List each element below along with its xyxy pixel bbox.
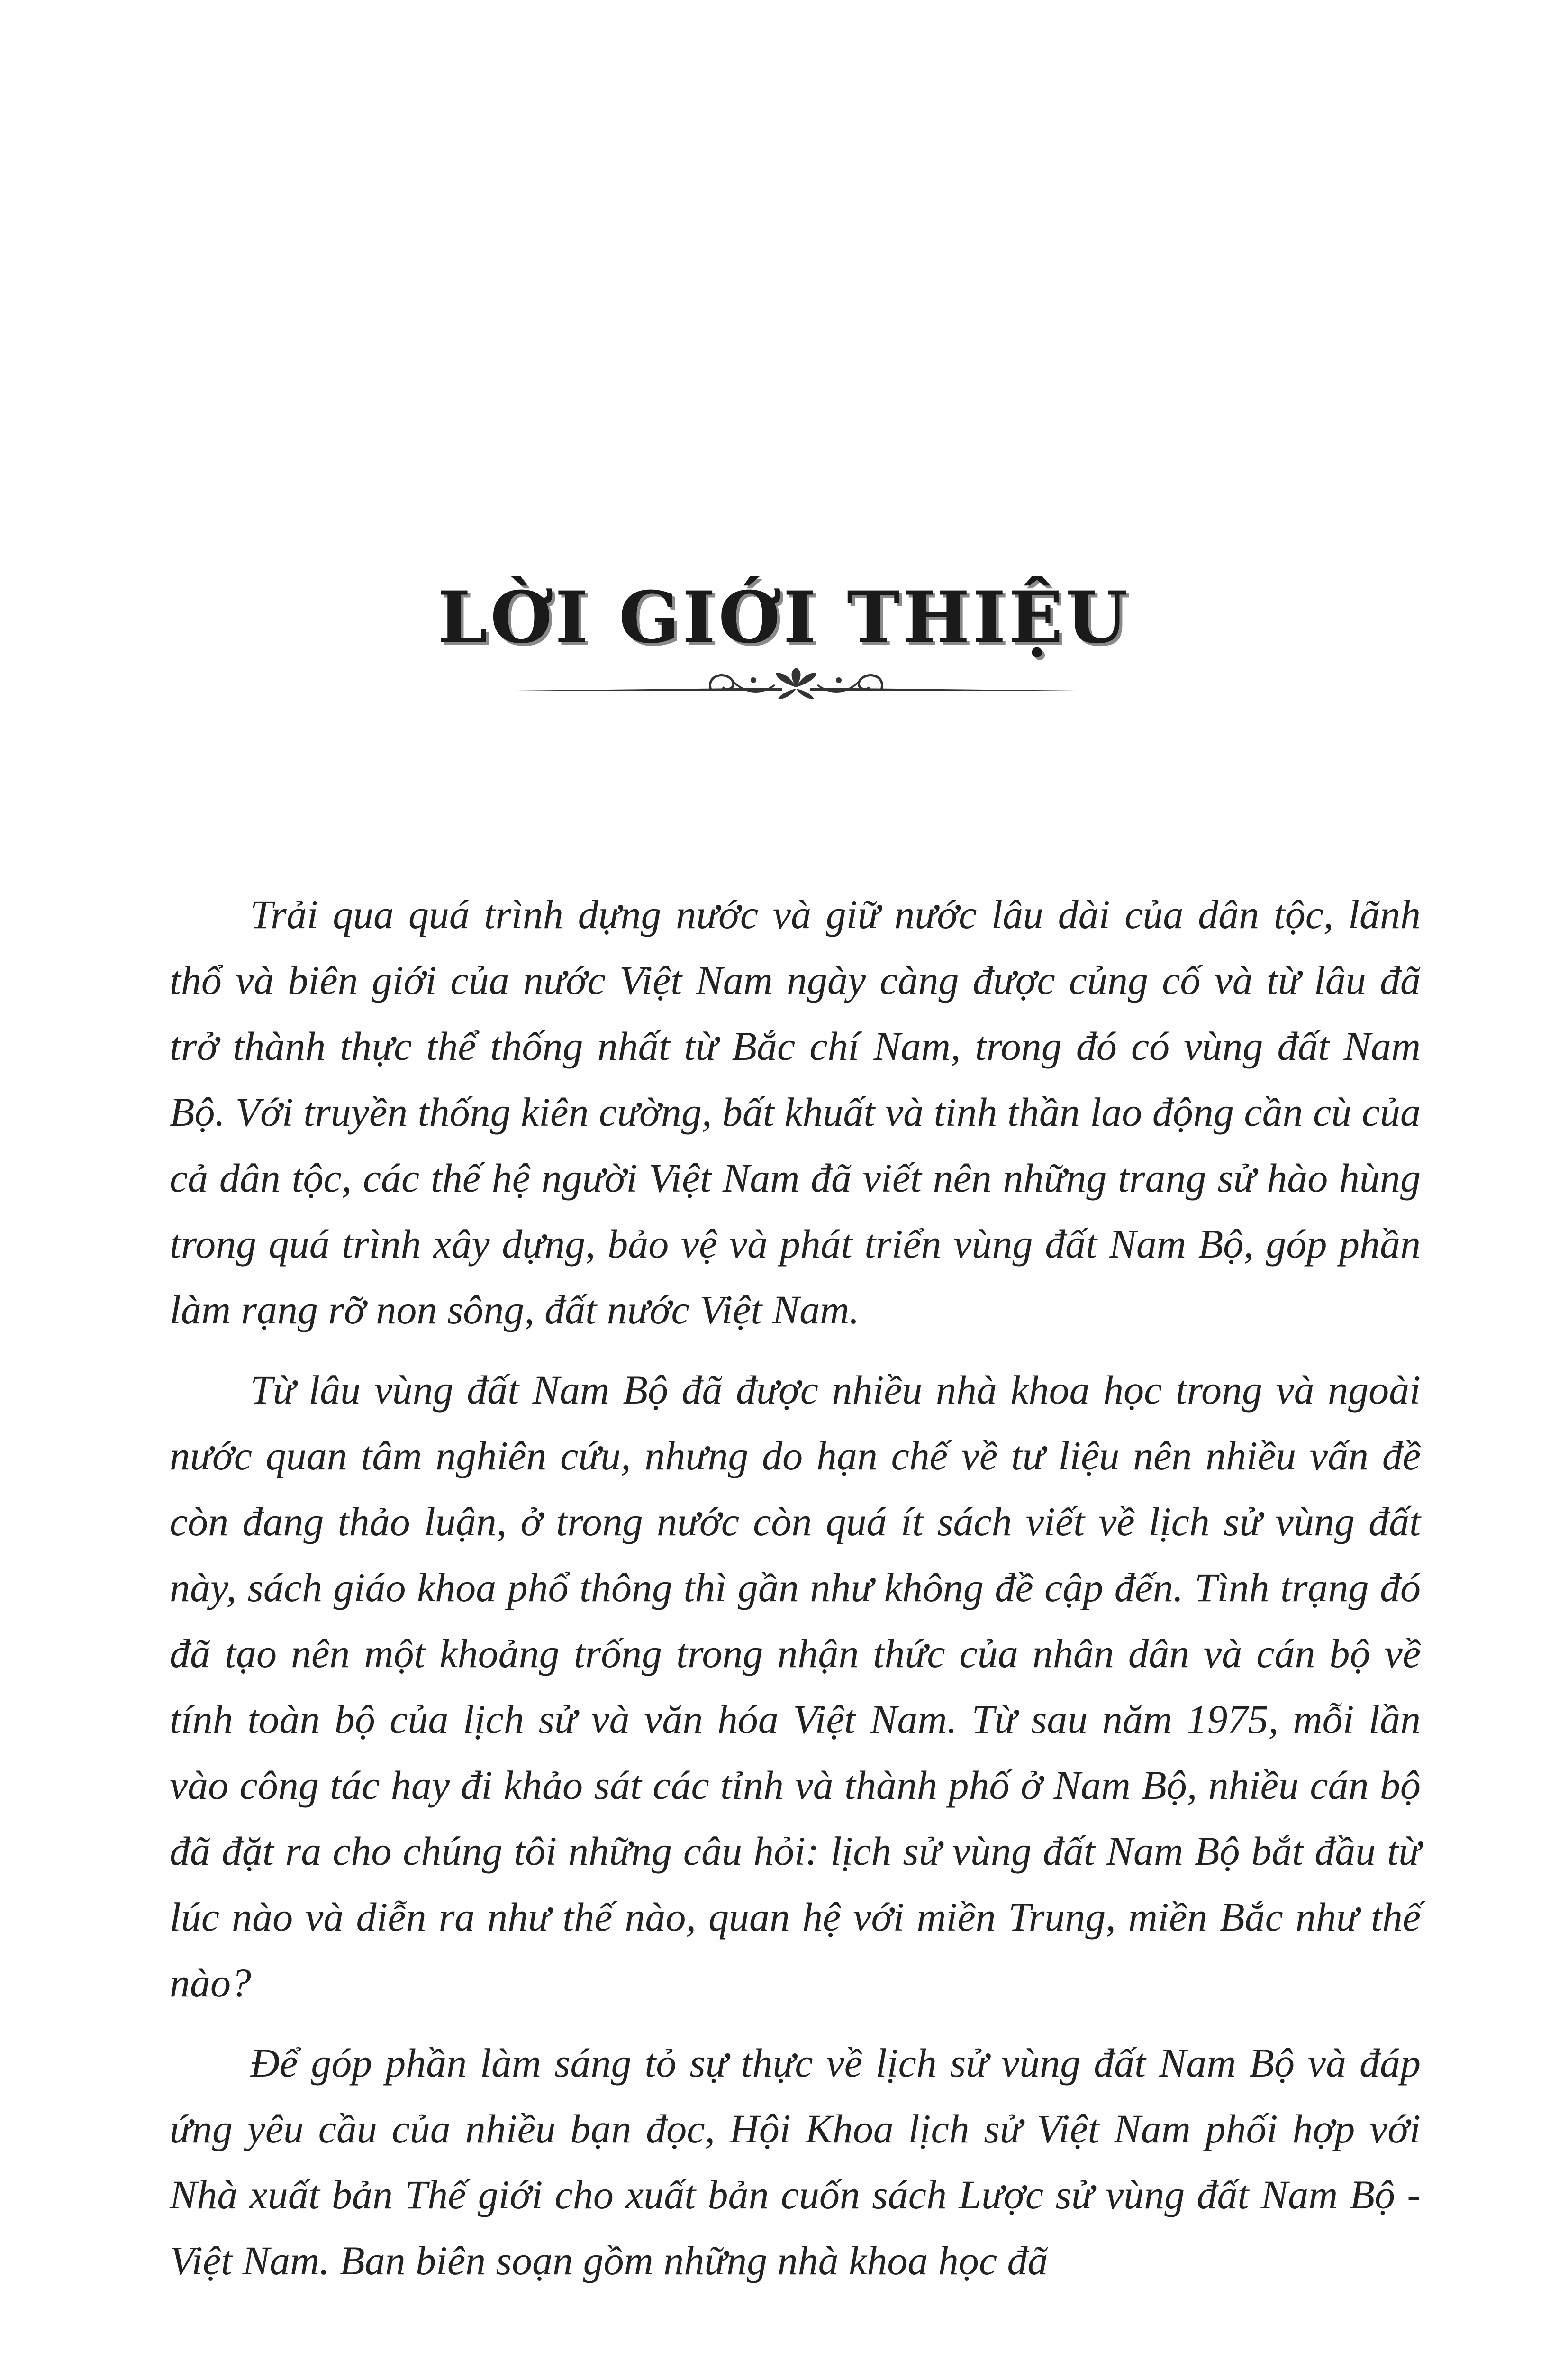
body-text	[170, 882, 1421, 2294]
page-title: LỜI GIỚI THIỆU	[437, 576, 1131, 659]
paragraph-3: Để góp phần làm sáng tỏ sự thực về lịch sử vùng đất Nam Bộ và đáp ứng yêu cầu của nhiều bạn đọc, Hội Khoa lịch sử Việt Nam phối hợp với Nhà xuất bản Thế giới cho xuất bản cuốn sách Lược sử vùng đất Nam Bộ - Việt Nam. Ban biên soạn gồm những nhà khoa học đã	[170, 2040, 1421, 2283]
paragraph-1: Trải qua quá trình dựng nước và giữ nước lâu dài của dân tộc, lãnh thổ và biên giới của nước Việt Nam ngày càng được củng cố và từ lâu đã trở thành thực thể thống nhất từ Bắc chí Nam, trong đó có vùng đất Nam Bộ. Với truyền thống kiên cường, bất khuất và tinh thần lao động cần cù của cả dân tộc, các thế hệ người Việt Nam đã viết nên những trang sử hào hùng trong quá trình xây dựng, bảo vệ và phát triển vùng đất Nam Bộ, góp phần làm rạng rỡ non sông, đất nước Việt Nam.	[170, 892, 1421, 1332]
paragraph-2: Từ lâu vùng đất Nam Bộ đã được nhiều nhà khoa học trong và ngoài nước quan tâm nghiên cứu, nhưng do hạn chế về tư liệu nên nhiều vấn đề còn đang thảo luận, ở trong nước còn quá ít sách viết về lịch sử vùng đất này, sách giáo khoa phổ thông thì gần như không đề cập đến. Tình trạng đó đã tạo nên một khoảng trống trong nhận thức của nhân dân và cán bộ về tính toàn bộ của lịch sử và văn hóa Việt Nam. Từ sau năm 1975, mỗi lần vào công tác hay đi khảo sát các tỉnh và thành phố ở Nam Bộ, nhiều cán bộ đã đặt ra cho chúng tôi những câu hỏi: lịch sử vùng đất Nam Bộ bắt đầu từ lúc nào và diễn ra như thế nào, quan hệ với miền Trung, miền Bắc như thế nào?	[170, 1367, 1421, 2005]
flourish-divider-icon	[517, 666, 1076, 709]
